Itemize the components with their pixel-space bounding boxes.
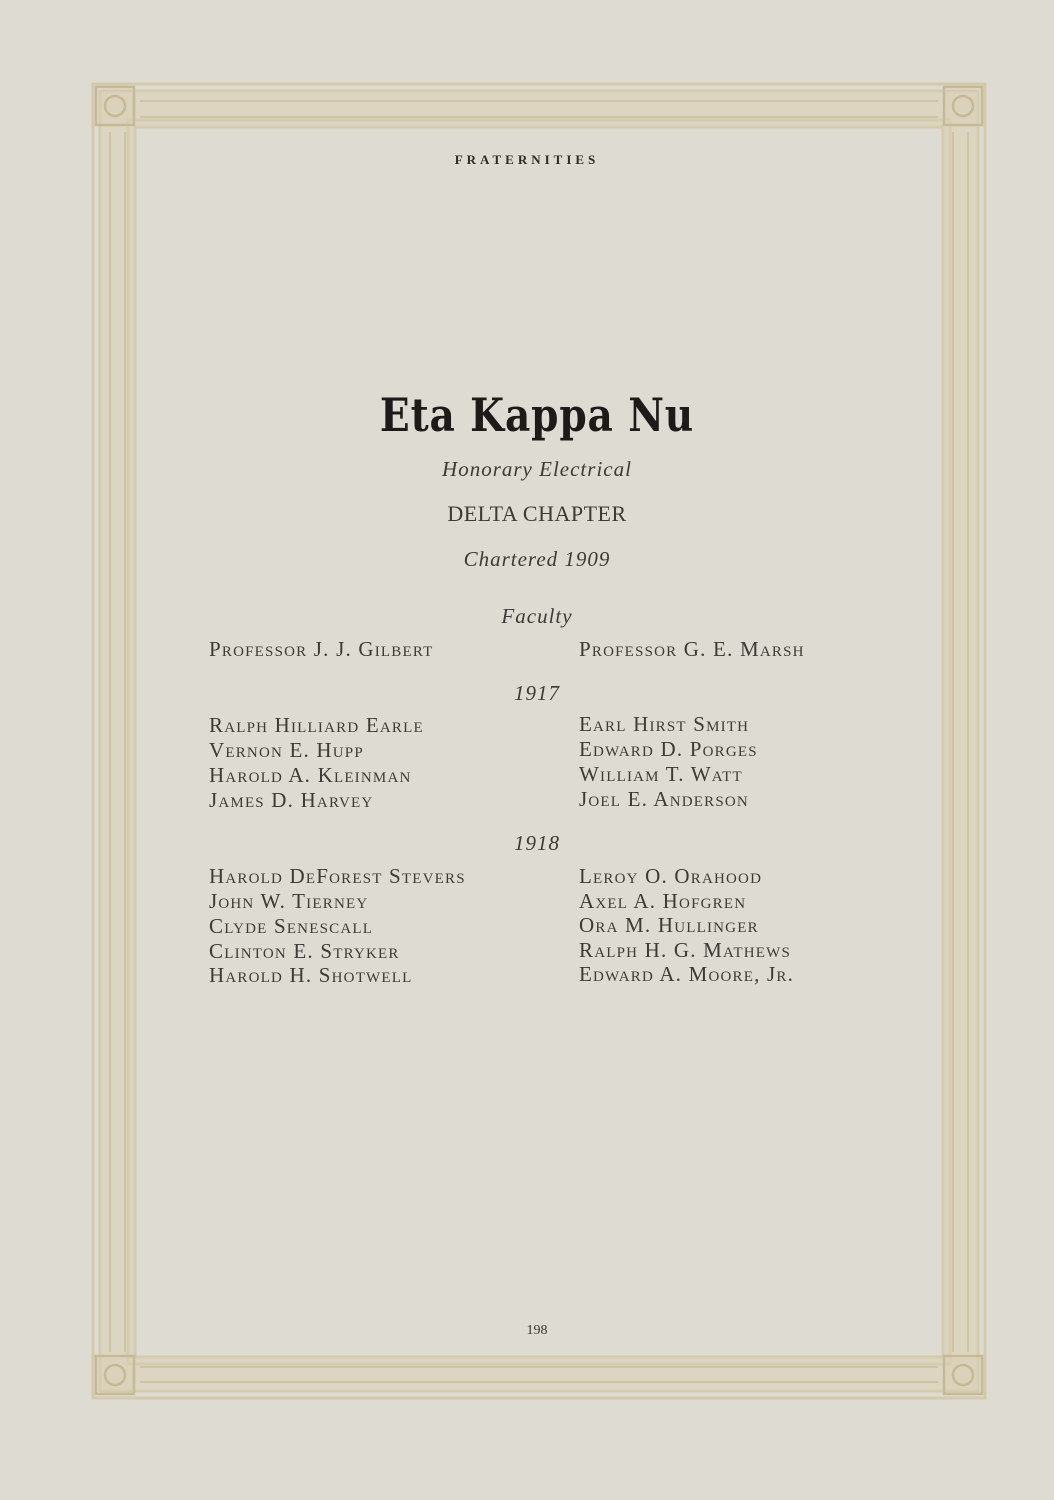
- member-1918-right: Leroy O. Orahood: [579, 864, 763, 888]
- class-1917-heading: 1917: [514, 681, 560, 705]
- page-number: 198: [526, 1323, 548, 1338]
- chartered-year: Chartered 1909: [463, 547, 611, 571]
- faculty-heading: Faculty: [501, 604, 573, 628]
- member-1917-left: Harold A. Kleinman: [209, 763, 412, 787]
- member-1918-left: Clyde Senescall: [209, 914, 374, 938]
- member-1917-right: Earl Hirst Smith: [579, 712, 750, 736]
- faculty-member-right: Professor G. E. Marsh: [579, 637, 805, 661]
- chapter-name: DELTA CHAPTER: [447, 501, 627, 526]
- faculty-member-left: Professor J. J. Gilbert: [209, 637, 434, 661]
- member-1917-right: Joel E. Anderson: [579, 787, 749, 811]
- member-1917-left: Ralph Hilliard Earle: [209, 713, 424, 737]
- member-1918-right: Ralph H. G. Mathews: [579, 938, 792, 962]
- member-1918-left: Clinton E. Stryker: [209, 939, 400, 963]
- running-head: FRATERNITIES: [454, 152, 600, 167]
- member-1917-left: James D. Harvey: [209, 788, 374, 812]
- fraternity-subtitle: Honorary Electrical: [442, 457, 632, 481]
- member-1918-left: Harold H. Shotwell: [209, 963, 413, 987]
- member-1918-right: Axel A. Hofgren: [579, 889, 747, 913]
- member-1918-right: Ora M. Hullinger: [579, 913, 759, 937]
- fraternity-title: Eta Kappa Nu: [379, 388, 695, 442]
- member-1918-left: John W. Tierney: [209, 889, 369, 913]
- member-1917-right: Edward D. Porges: [579, 737, 758, 761]
- member-1917-right: William T. Watt: [579, 762, 743, 786]
- member-1917-left: Vernon E. Hupp: [209, 738, 364, 762]
- member-1918-right: Edward A. Moore, Jr.: [579, 962, 795, 986]
- member-1918-left: Harold DeForest Stevers: [209, 864, 466, 888]
- class-1918-heading: 1918: [514, 831, 560, 855]
